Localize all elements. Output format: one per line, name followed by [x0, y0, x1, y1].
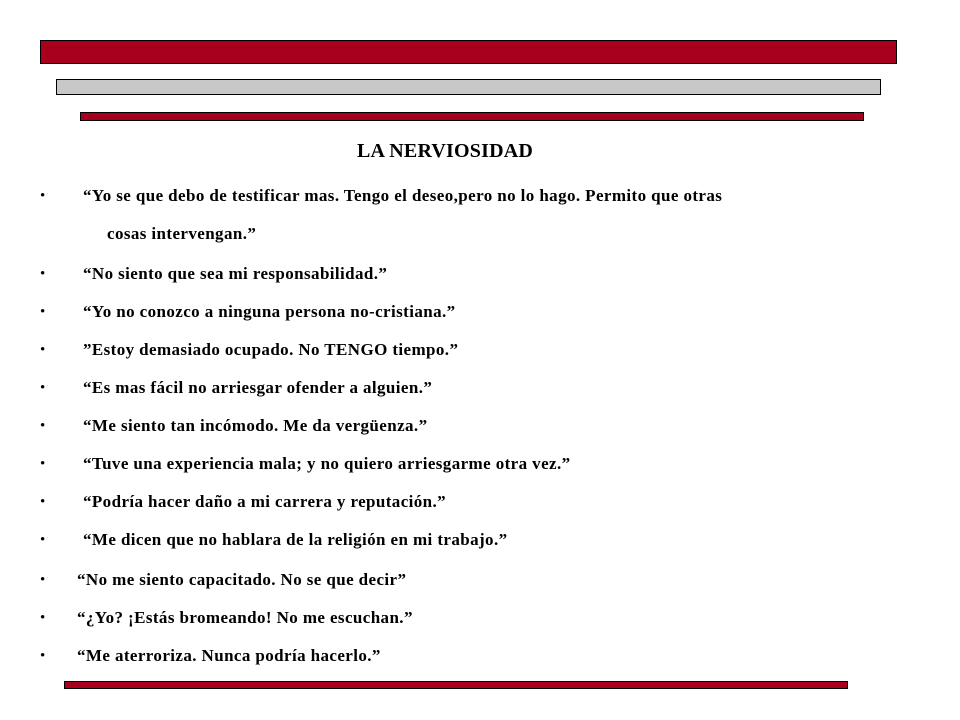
- bullet-icon: •: [40, 380, 46, 396]
- top-gray-bar: [56, 79, 881, 95]
- slide-title: LA NERVIOSIDAD: [356, 140, 534, 162]
- top-thin-red-bar: [80, 112, 864, 121]
- top-red-bar: [40, 40, 897, 64]
- list-item-text: “Es mas fácil no arriesgar ofender a alguien.”: [83, 378, 433, 397]
- bullet-icon: •: [40, 456, 46, 472]
- bullet-icon: •: [40, 532, 46, 548]
- bullet-icon: •: [40, 188, 46, 204]
- list-item-text: “Yo no conozco a ninguna persona no-cristiana.”: [83, 302, 456, 321]
- bullet-icon: •: [40, 494, 46, 510]
- bullet-icon: •: [40, 342, 46, 358]
- list-item-text: “¿Yo? ¡Estás bromeando! No me escuchan.”: [77, 608, 413, 627]
- bullet-icon: •: [40, 266, 46, 282]
- list-item-text: “Me siento tan incómodo. Me da vergüenza.”: [83, 416, 428, 435]
- list-item-continuation: cosas intervengan.”: [107, 224, 257, 243]
- list-item-text: “No siento que sea mi responsabilidad.”: [83, 264, 388, 283]
- bullet-icon: •: [40, 304, 46, 320]
- bottom-red-bar: [64, 681, 848, 689]
- list-item-text: ”Estoy demasiado ocupado. No TENGO tiempo.”: [83, 340, 459, 359]
- list-item-text: “Tuve una experiencia mala; y no quiero arriesgarme otra vez.”: [83, 454, 571, 473]
- list-item-text: “Podría hacer daño a mi carrera y reputación.”: [83, 492, 447, 511]
- bullet-icon: •: [40, 418, 46, 434]
- list-item-text: “No me siento capacitado. No se que decir”: [77, 570, 407, 589]
- bullet-icon: •: [40, 572, 46, 588]
- bullet-icon: •: [40, 610, 46, 626]
- list-item-text: “Me aterroriza. Nunca podría hacerlo.”: [77, 646, 381, 665]
- list-item-text: “Me dicen que no hablara de la religión en mi trabajo.”: [83, 530, 508, 549]
- list-item-text: “Yo se que debo de testificar mas. Tengo el deseo,pero no lo hago. Permito que otras: [83, 186, 723, 205]
- bullet-icon: •: [40, 648, 46, 664]
